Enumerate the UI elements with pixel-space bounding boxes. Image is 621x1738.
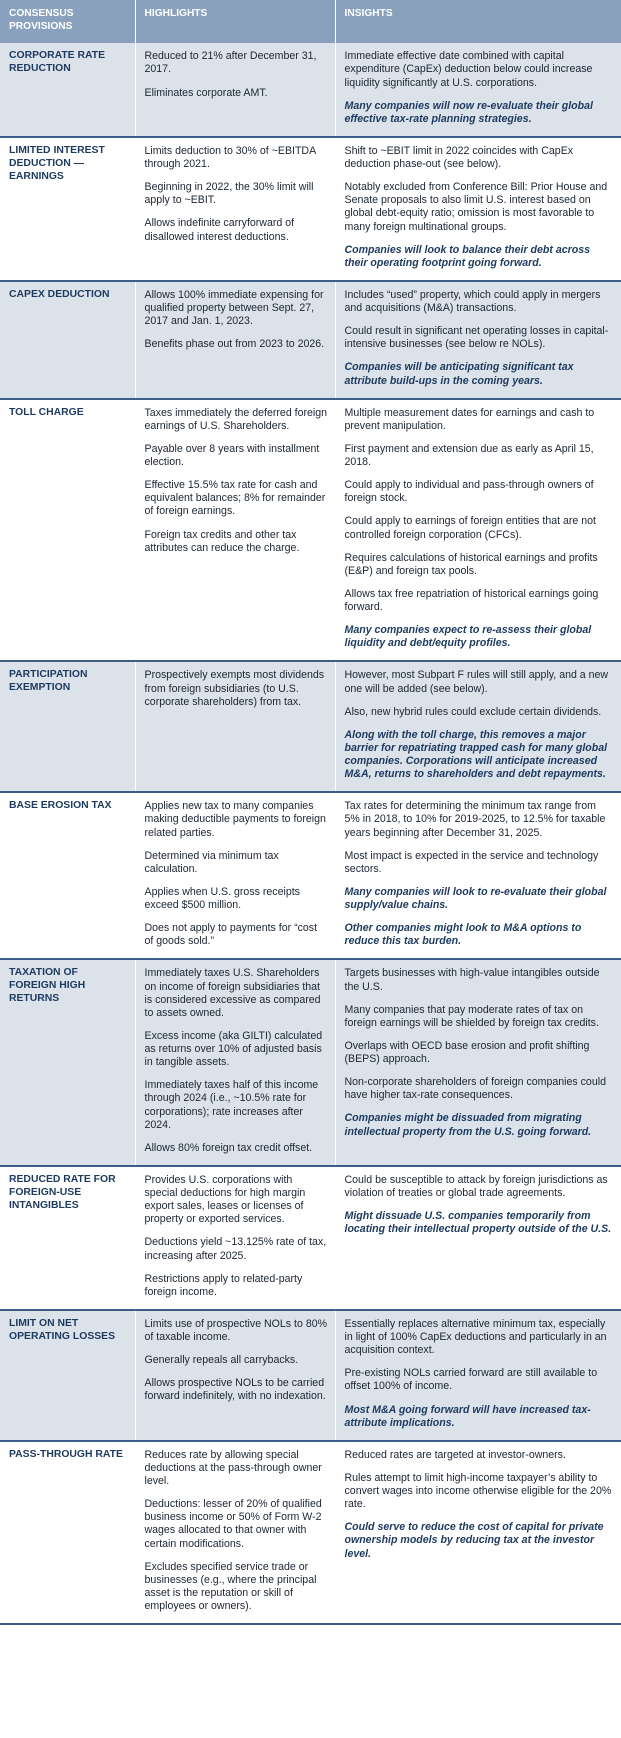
insight-text: Includes “used” property, which could apply in mergers and acquisitions (M&A) transactions.	[344, 288, 601, 315]
highlight-text: Excludes specified service trade or businesses (e.g., where the principal asset is the reputation or skill of employees or owners).	[144, 1560, 317, 1613]
highlight-text: Eliminates corporate AMT.	[144, 86, 268, 99]
highlight-text: Benefits phase out from 2023 to 2026.	[144, 338, 325, 351]
insight-emphasis: Companies will be anticipating significant tax attribute build-ups in the coming years.	[344, 361, 574, 387]
header-highlights: HIGHLIGHTS	[135, 0, 335, 43]
insight-emphasis: Might dissuade U.S. companies temporarily from locating their intellectual property outside of the U.S.	[344, 1210, 612, 1236]
insight-emphasis: Many companies will now re-evaluate their global effective tax-rate planning strategies.	[344, 99, 593, 125]
highlight-text: Allows 100% immediate expensing for qualified property between Sept. 27, 2017 and Jan. 1, 2023.	[144, 288, 324, 328]
insight-text: Rules attempt to limit high-income taxpayer’s ability to convert wages into income otherwise eligible for the 20% rate.	[344, 1471, 612, 1511]
table-row	[0, 1166, 621, 1310]
highlight-text: Applies when U.S. gross receipts exceed $500 million.	[144, 885, 300, 912]
highlight-text: Immediately taxes U.S. Shareholders on income of foreign subsidiaries that is considered excessive as compared to assets owned.	[144, 967, 321, 1019]
highlights-cell	[135, 399, 335, 662]
highlights-cell	[135, 43, 335, 137]
table-row	[0, 137, 621, 281]
table-body	[0, 43, 621, 1624]
highlight-text: Generally repeals all carrybacks.	[144, 1354, 299, 1367]
insight-emphasis: Along with the toll charge, this removes a major barrier for repatriating trapped cash for many global companies. Corporations will anticipate increased M&A, returns to shareholders and debt repayments.	[344, 728, 608, 781]
highlight-text: Beginning in 2022, the 30% limit will apply to ~EBIT.	[144, 181, 314, 207]
insight-emphasis: Many companies will look to re-evaluate their global supply/value chains.	[344, 885, 607, 912]
table-row	[0, 399, 621, 662]
insight-text: Could be susceptible to attack by foreign jurisdictions as violation of treaties or global trade agreements.	[344, 1173, 608, 1200]
insight-text: Could apply to individual and pass-through owners of foreign stock.	[344, 479, 594, 505]
highlight-text: Restrictions apply to related-party foreign income.	[144, 1272, 303, 1298]
insight-text: Targets businesses with high-value intangibles outside the U.S.	[344, 967, 600, 993]
highlights-cell	[135, 959, 335, 1166]
insight-text: Overlaps with OECD base erosion and profit shifting (BEPS) approach.	[344, 1039, 590, 1066]
highlight-text: Immediately taxes half of this income through 2024 (i.e., ~10.5% rate for corporations); rate increases after 2024.	[144, 1079, 319, 1131]
table-row	[0, 959, 621, 1166]
insight-text: Requires calculations of historical earnings and profits (E&P) and foreign tax pools.	[344, 551, 598, 577]
insights-cell	[335, 281, 621, 399]
insight-text: Pre-existing NOLs carried forward are still available to offset 100% of income.	[344, 1367, 598, 1393]
highlights-cell	[135, 792, 335, 959]
provision-name: BASE EROSION TAX	[0, 792, 135, 959]
highlight-text: Does not apply to payments for “cost of goods sold.”	[144, 922, 318, 948]
insight-text: However, most Subpart F rules will still apply, and a new one will be added (see below).	[344, 669, 609, 695]
table-row	[0, 1310, 621, 1441]
insights-cell	[335, 959, 621, 1166]
table-row	[0, 281, 621, 399]
header-insights: INSIGHTS	[335, 0, 621, 43]
insight-emphasis: Other companies might look to M&A options to reduce this tax burden.	[344, 922, 582, 948]
provision-name: TAXATION OF FOREIGN HIGH RETURNS	[0, 959, 135, 1166]
insight-text: Essentially replaces alternative minimum tax, especially in light of 100% CapEx deductions and particularly in an acquisition context.	[344, 1317, 607, 1357]
highlight-text: Reduced to 21% after December 31, 2017.	[144, 50, 317, 76]
provision-name: LIMIT ON NET OPERATING LOSSES	[0, 1310, 135, 1441]
highlight-text: Payable over 8 years with installment election.	[144, 442, 320, 469]
provision-name: REDUCED RATE FOR FOREIGN-USE INTANGIBLES	[0, 1166, 135, 1310]
provision-name: PARTICIPATION EXEMPTION	[0, 661, 135, 792]
insight-text: Immediate effective date combined with capital expenditure (CapEx) deduction below could increase liquidity significantly at U.S. corporations.	[344, 50, 593, 89]
highlight-text: Deductions yield ~13.125% rate of tax, increasing after 2025.	[144, 1236, 327, 1262]
highlight-text: Deductions: lesser of 20% of qualified business income or 50% of Form W-2 wages allocated to that owner with certain modifications.	[144, 1498, 322, 1550]
table-row	[0, 661, 621, 792]
highlight-text: Applies new tax to many companies making deductible payments to foreign related parties.	[144, 800, 326, 839]
insights-cell	[335, 399, 621, 662]
insights-cell	[335, 792, 621, 959]
insights-cell	[335, 1441, 621, 1624]
insight-emphasis: Many companies expect to re-assess their global liquidity and debt/equity profiles.	[344, 624, 592, 650]
highlight-text: Foreign tax credits and other tax attributes can reduce the charge.	[144, 528, 300, 554]
highlight-text: Limits deduction to 30% of ~EBITDA through 2021.	[144, 144, 316, 171]
table-row	[0, 792, 621, 959]
insight-emphasis: Companies will look to balance their debt across their operating footprint going forward.	[344, 243, 590, 269]
insight-text: Could result in significant net operating losses in capital-intensive businesses (see below re NOLs).	[344, 325, 609, 351]
highlight-text: Determined via minimum tax calculation.	[144, 849, 279, 875]
highlights-cell	[135, 661, 335, 792]
highlight-text: Allows 80% foreign tax credit offset.	[144, 1141, 313, 1154]
insights-cell	[335, 1310, 621, 1441]
insight-emphasis: Most M&A going forward will have increased tax-attribute implications.	[344, 1403, 591, 1429]
insight-text: Non-corporate shareholders of foreign companies could have higher tax-rate consequences.	[344, 1076, 606, 1102]
table-row	[0, 1441, 621, 1624]
table-row	[0, 43, 621, 137]
insight-emphasis: Could serve to reduce the cost of capital for private ownership models by reducing tax at the investor level.	[344, 1521, 604, 1560]
highlight-text: Provides U.S. corporations with special deductions for high margin export sales, leases or licenses of property or exported services.	[144, 1173, 306, 1226]
insight-text: Multiple measurement dates for earnings and cash to prevent manipulation.	[344, 406, 595, 432]
highlight-text: Excess income (aka GILTI) calculated as returns over 10% of adjusted basis in tangible assets.	[144, 1029, 323, 1069]
highlight-text: Prospectively exempts most dividends from foreign subsidiaries (to U.S. corporate shareholders) from tax.	[144, 669, 325, 708]
insights-cell	[335, 661, 621, 792]
highlights-cell	[135, 137, 335, 281]
highlights-cell	[135, 1166, 335, 1310]
insight-text: Notably excluded from Conference Bill: Prior House and Senate proposals to also limit U.S. interest based on global debt-equity ratio; omission is most favorable to many foreign multinational groups.	[344, 181, 608, 233]
header-row	[0, 0, 621, 43]
insight-text: Tax rates for determining the minimum tax range from 5% in 2018, to 10% for 2019-2025, to 12.5% for taxable years beginning after December 31, 2025.	[344, 800, 606, 839]
insight-text: Also, new hybrid rules could exclude certain dividends.	[344, 705, 602, 718]
highlight-text: Allows prospective NOLs to be carried forward indefinitely, with no indexation.	[144, 1377, 326, 1403]
highlight-text: Allows indefinite carryforward of disallowed interest deductions.	[144, 217, 295, 243]
insight-emphasis: Companies might be dissuaded from migrating intellectual property from the U.S. going forward.	[344, 1112, 592, 1138]
insight-text: Most impact is expected in the service and technology sectors.	[344, 849, 599, 875]
insight-text: Shift to ~EBIT limit in 2022 coincides with CapEx deduction phase-out (see below).	[344, 144, 574, 171]
insight-text: Allows tax free repatriation of historical earnings going forward.	[344, 587, 599, 614]
provision-name: LIMITED INTEREST DEDUCTION — EARNINGS	[0, 137, 135, 281]
insight-text: First payment and extension due as early as April 15, 2018.	[344, 442, 594, 469]
highlight-text: Effective 15.5% tax rate for cash and equivalent balances; 8% for remainder of foreign earnings.	[144, 479, 326, 518]
insights-cell	[335, 43, 621, 137]
header-provisions: CONSENSUS PROVISIONS	[0, 0, 135, 43]
highlights-cell	[135, 1310, 335, 1441]
insights-cell	[335, 137, 621, 281]
insights-cell	[335, 1166, 621, 1310]
provision-name: CORPORATE RATE REDUCTION	[0, 43, 135, 137]
highlight-text: Limits use of prospective NOLs to 80% of taxable income.	[144, 1317, 328, 1344]
insight-text: Reduced rates are targeted at investor-owners.	[344, 1448, 566, 1461]
highlights-cell	[135, 281, 335, 399]
highlights-cell	[135, 1441, 335, 1624]
highlight-text: Taxes immediately the deferred foreign earnings of U.S. Shareholders.	[144, 406, 328, 432]
insight-text: Could apply to earnings of foreign entities that are not controlled foreign corporation (CFCs).	[344, 515, 596, 541]
insight-text: Many companies that pay moderate rates of tax on foreign earnings will be shielded by foreign tax credits.	[344, 1003, 599, 1029]
provision-name: PASS-THROUGH RATE	[0, 1441, 135, 1624]
provision-name: TOLL CHARGE	[0, 399, 135, 662]
highlight-text: Reduces rate by allowing special deductions at the pass-through owner level.	[144, 1448, 322, 1488]
provision-name: CAPEX DEDUCTION	[0, 281, 135, 399]
